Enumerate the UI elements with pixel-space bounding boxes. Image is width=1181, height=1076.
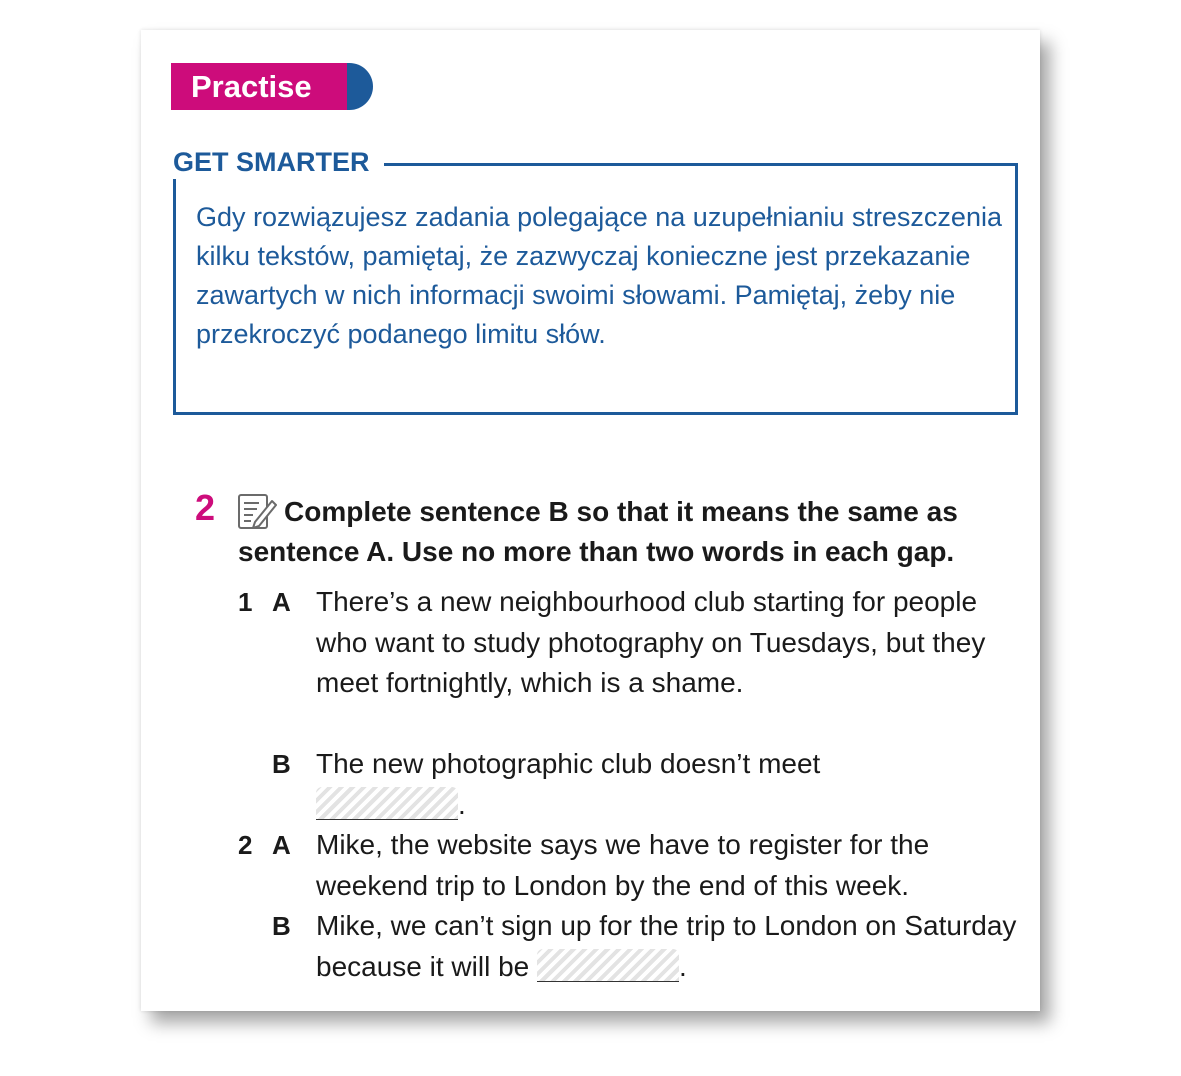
get-smarter-text: Gdy rozwiązujesz zadania polegające na uzupełnianiu streszczenia kilku tekstów, pamiętaj, że zazwyczaj konieczne jest przekazanie zawartych w nich informacji swoimi słowami. Pamiętaj, żeby nie przekroczyć podanego limitu słów. — [196, 202, 1002, 349]
sentence-a-text: Mike, the website says we have to register for the weekend trip to London by the end of this week. — [316, 829, 930, 901]
sentence-a-text: There’s a new neighbourhood club starting for people who want to study photography on Tuesdays, but they meet fortnightly, which is a shame. — [316, 586, 986, 698]
sentence-b-text: The new photographic club doesn’t meet — [316, 748, 821, 779]
exercise-card — [141, 30, 1040, 1011]
item-number: 1 — [238, 587, 253, 617]
practise-label: Practise — [171, 63, 347, 110]
sentence-b-end: . — [679, 950, 687, 982]
sentence-b — [316, 744, 1036, 825]
sentence-a-label: A — [272, 830, 291, 860]
practise-tab — [171, 63, 373, 110]
sentence-b-text: Mike, we can’t sign up for the trip to London on Saturday because it will be — [316, 910, 1017, 982]
answer-gap[interactable] — [316, 787, 458, 820]
sentence-b — [316, 906, 1036, 987]
answer-gap[interactable] — [537, 949, 679, 982]
exercise-instruction: Complete sentence B so that it means the same as sentence A. Use no more than two words in each gap. — [238, 496, 958, 567]
sentence-a-label: A — [272, 587, 291, 617]
sentence-b-label: B — [272, 749, 291, 779]
sentence-b-end: . — [458, 788, 466, 820]
exercise-number: 2 — [195, 487, 216, 528]
get-smarter-title: GET SMARTER — [173, 145, 384, 179]
sentence-b-label: B — [272, 911, 291, 941]
item-number: 2 — [238, 830, 253, 860]
